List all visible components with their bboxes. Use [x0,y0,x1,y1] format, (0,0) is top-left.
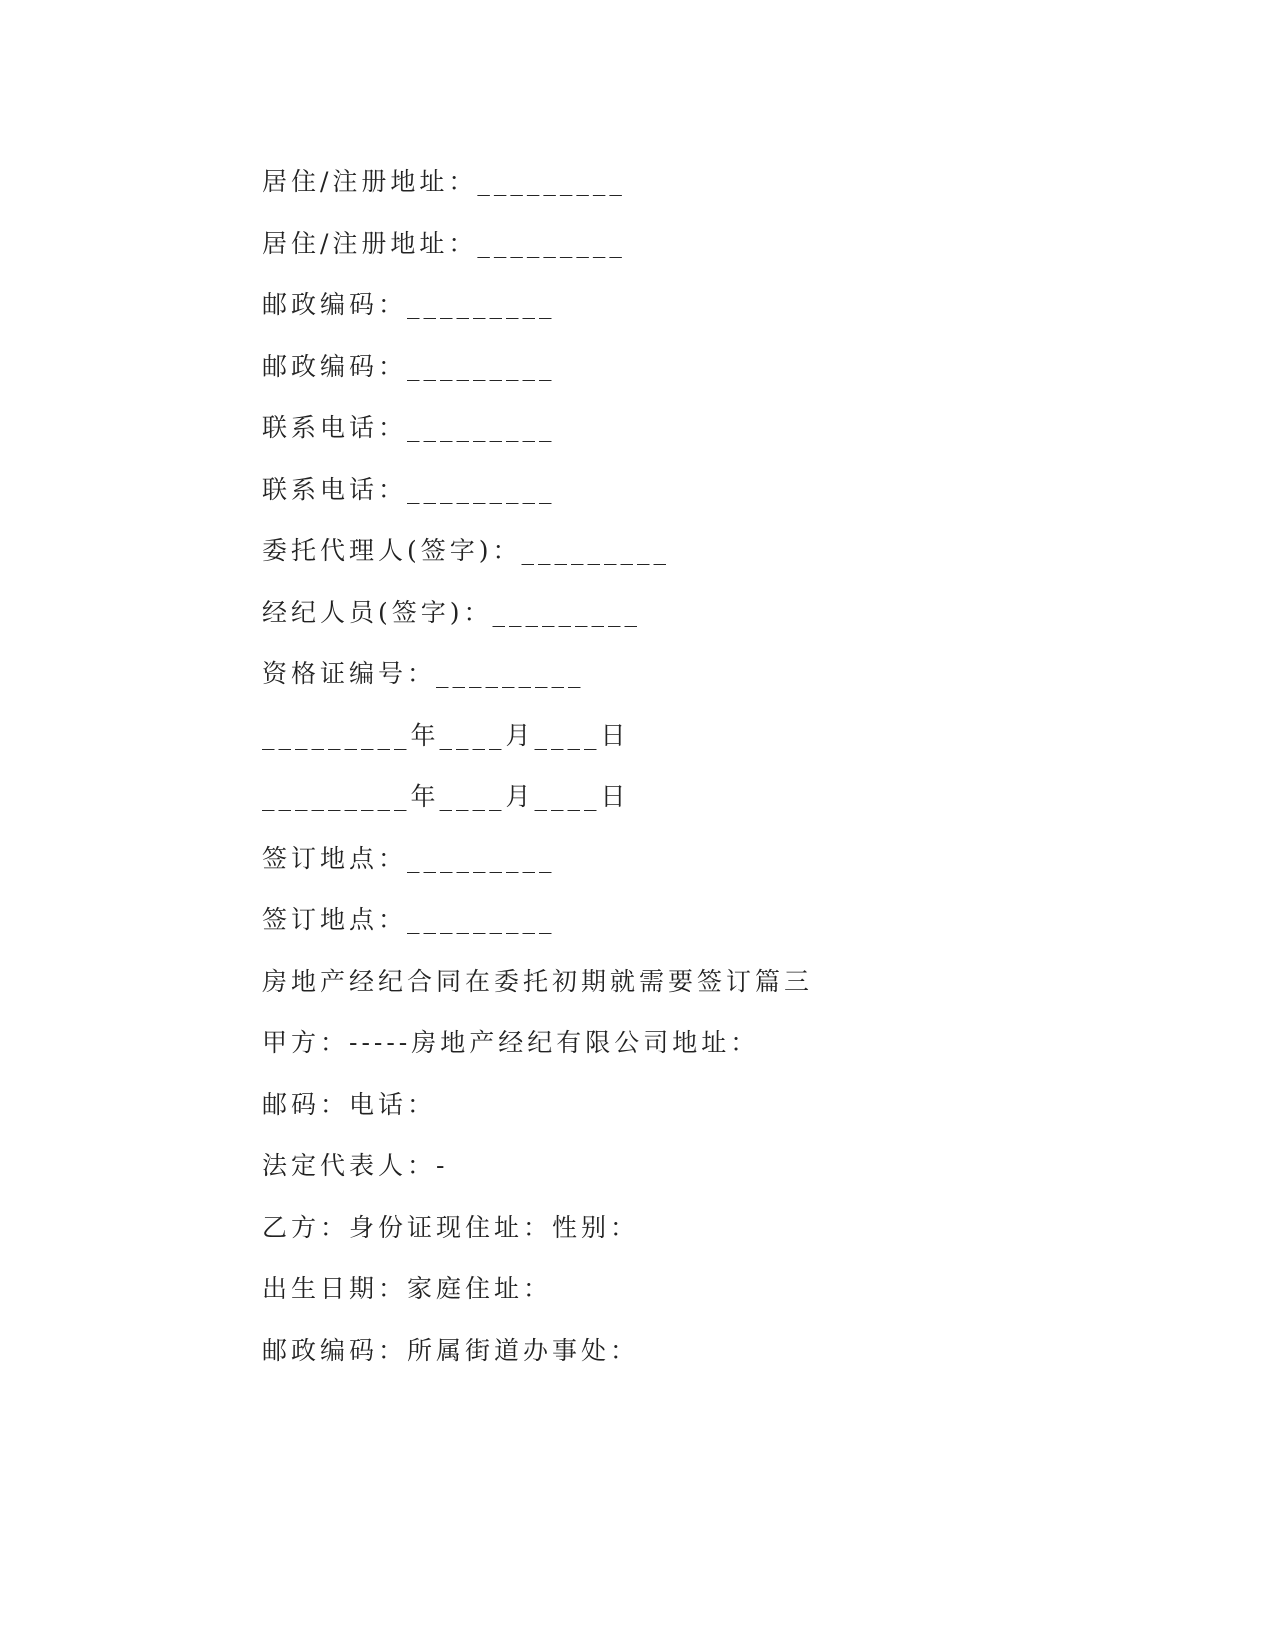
party-a-line: 甲方：-----房地产经纪有限公司地址： [262,1028,760,1057]
date-line-2: _________年____月____日 [262,782,630,811]
postal-code-line-2: 邮政编码：_________ [262,351,556,381]
signing-place-line-2: 签订地点：_________ [262,905,556,934]
postal-code-line-1: 邮政编码：_________ [262,290,556,319]
certificate-number-line: 资格证编号：_________ [262,659,585,688]
birth-date-address-line: 出生日期：家庭住址： [262,1274,553,1303]
legal-representative-line: 法定代表人：- [262,1151,449,1180]
residence-address-line-2: 居住/注册地址：_________ [262,228,626,258]
residence-address-line-1: 居住/注册地址：_________ [262,167,626,196]
signing-place-line-1: 签订地点：_________ [262,843,556,873]
postal-code-subdistrict-line: 邮政编码：所属街道办事处： [262,1335,640,1365]
phone-line-2: 联系电话：_________ [262,474,556,504]
postcode-phone-line: 邮码：电话： [262,1089,437,1119]
date-line-1: _________年____月____日 [262,720,630,750]
agent-signature-line: 委托代理人(签字)：_________ [262,536,671,565]
party-b-line: 乙方：身份证现住址：性别： [262,1212,640,1242]
section-heading: 房地产经纪合同在委托初期就需要签订篇三 [262,966,814,996]
phone-line-1: 联系电话：_________ [262,413,556,442]
broker-signature-line: 经纪人员(签字)：_________ [262,597,642,627]
document-body [262,162,1062,1392]
